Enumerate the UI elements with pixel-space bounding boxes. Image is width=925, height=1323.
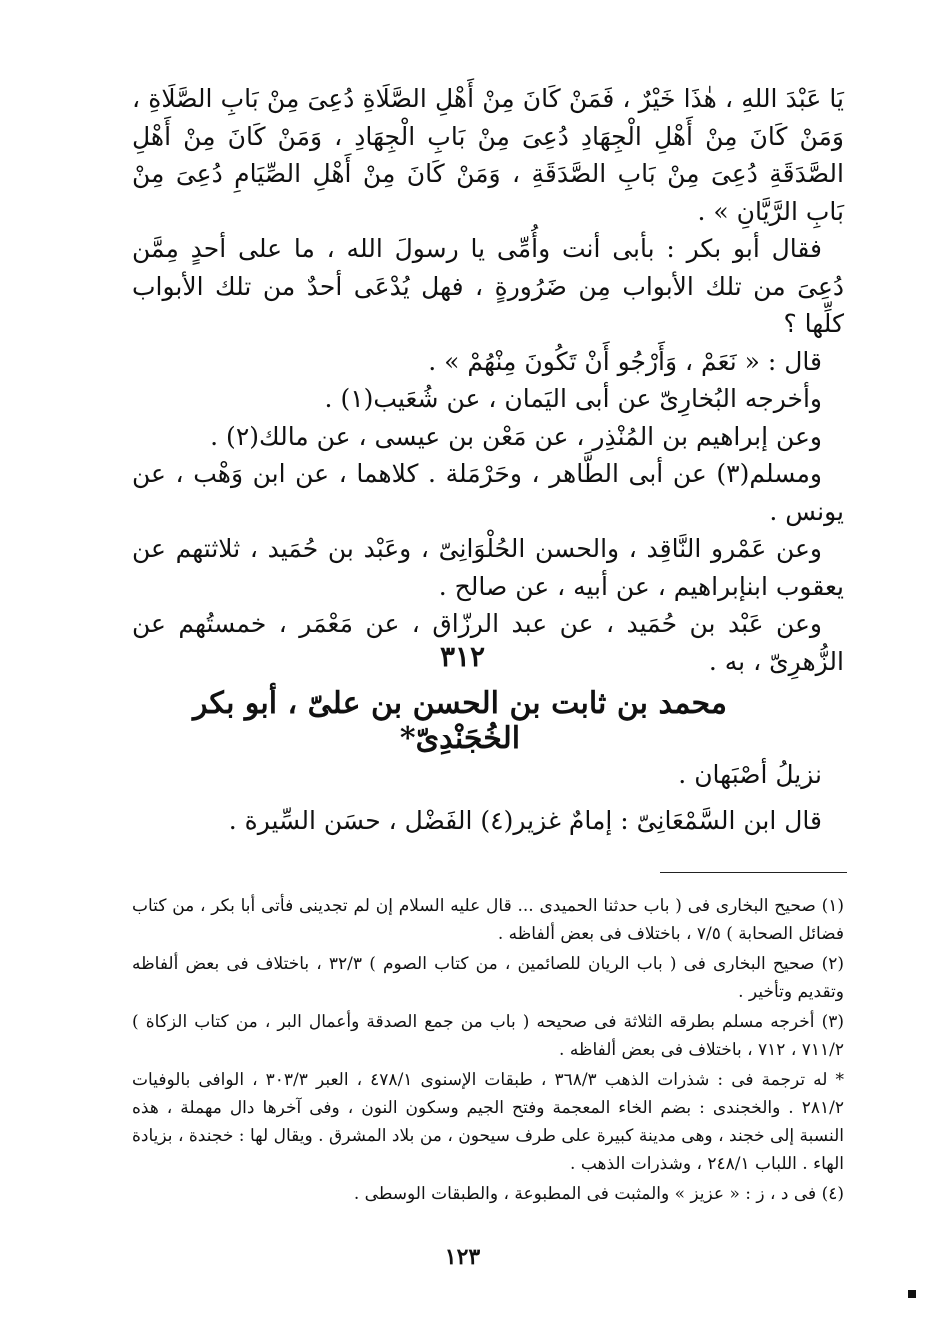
isnad-abd-paragraph: وعن عَبْد بن حُمَيد ، عن عبد الرزّاق ، عن مَعْمَر ، خمستُهم عن الزُّهرِىّ ، به . <box>132 609 844 676</box>
footnote-divider <box>660 872 847 873</box>
entry-line-residence: نزيلُ أصْبَهان . <box>678 760 822 789</box>
hadith-text-paragraph: يَا عَبْدَ اللهِ ، هٰذَا خَيْرٌ ، فَمَنْ كَانَ مِنْ أَهْلِ الصَّلَاةِ دُعِىَ مِنْ بَابِ الصَّلَاةِ ، وَمَنْ كَانَ مِنْ أَهْلِ الْجِهَادِ دُعِىَ مِنْ بَابِ الْجِهَادِ ، وَمَنْ كَانَ مِنْ أَهْلِ الصَّدَقَةِ دُعِىَ مِنْ بَابِ الصَّدَقَةِ ، وَمَنْ كَانَ مِنْ أَهْلِ الصِّيَامِ دُعِىَ مِنْ بَابِ الرَّيَّانِ » . <box>132 84 844 226</box>
abu-bakr-question-paragraph: فقال أبو بكر : بأبى أنت وأُمِّى يا رسولَ الله ، ما على أحدٍ مِمَّن دُعِىَ من تلك الأبواب مِن ضَرُورةٍ ، فهل يُدْعَى أحدٌ من تلك الأبواب كلِّها ؟ <box>132 234 844 338</box>
entry-body <box>132 752 844 844</box>
entry-title: محمد بن ثابت بن الحسن بن علىّ ، أبو بكر الخُجَنْدِىّ* <box>193 686 727 756</box>
footnote-1: (١) صحيح البخارى فى ( باب حدثنا الحميدى ... قال عليه السلام إن لم تجدينى فأتى أبا بكر ، من كتاب فضائل الصحابة ) ٧/٥ ، باختلاف فى بعض ألفاظه . <box>132 896 844 944</box>
isnad-ibrahim-paragraph: وعن إبراهيم بن المُنْذِر ، عن مَعْن بن عيسى ، عن مالك(٢) . <box>210 421 822 451</box>
footnote-4: (٤) فى د ، ز : « عزيز » والمثبت فى المطبوعة ، والطبقات الوسطى . <box>353 1184 844 1204</box>
footnote-2: (٢) صحيح البخارى فى ( باب الريان للصائمين ، من كتاب الصوم ) ٣٢/٣ ، باختلاف فى بعض ألفاظه وتقديم وتأخير . <box>132 954 844 1002</box>
isnad-amr-paragraph: وعن عَمْرو النَّاقِد ، والحسن الحُلْوَانِىّ ، وعَبْد بن حُمَيد ، ثلاثتهم عن يعقوب ابنإبراهيم ، عن أبيه ، عن صالح . <box>132 534 844 601</box>
prophet-answer-paragraph: قال : « نَعَمْ ، وَأَرْجُو أَنْ تَكُونَ مِنْهُمْ » . <box>428 346 822 376</box>
entry-line-quote: قال ابن السَّمْعَانِىّ : إمامٌ غزير(٤) الفَضْل ، حسَن السِّيرة . <box>228 806 822 835</box>
scan-corner-mark <box>908 1290 916 1298</box>
footnote-biography: * له ترجمة فى : شذرات الذهب ٣٦٨/٣ ، طبقات الإسنوى ٤٧٨/١ ، العبر ٣٠٣/٣ ، الوافى بالوفيات ٢٨١/٢ . والخجندى : بضم الخاء المعجمة وفتح الجيم وسكون النون ، وفى آخرها دال مهملة ، هذه النسبة إلى خجند ، وهى مدينة كبيرة على طرف سيحون ، من بلاد المشرق . ويقال لها : خجندة ، بزيادة الهاء . اللباب ٢٤٨/١ ، وشذرات الذهب . <box>132 1070 845 1174</box>
isnad-muslim-paragraph: ومسلم(٣) عن أبى الطَّاهر ، وحَرْمَلة . كلاهما ، عن ابن وَهْب ، عن يونس . <box>132 459 844 526</box>
main-text-block <box>132 80 844 680</box>
footnotes-block <box>132 892 844 1210</box>
footnote-3: (٣) أخرجه مسلم بطرقه الثلاثة فى صحيحه ( باب من جمع الصدقة وأعمال البر ، من كتاب الزكاة ) ٧١١/٢ ، ٧١٢ ، باختلاف فى بعض ألفاظه . <box>132 1012 844 1060</box>
page-number: ١٢٣ <box>444 1244 481 1270</box>
isnad-bukhari-paragraph: وأخرجه البُخارِىّ عن أبى اليَمان ، عن شُعَيب(١) . <box>324 384 822 413</box>
entry-number: ٣١٢ <box>439 640 486 673</box>
